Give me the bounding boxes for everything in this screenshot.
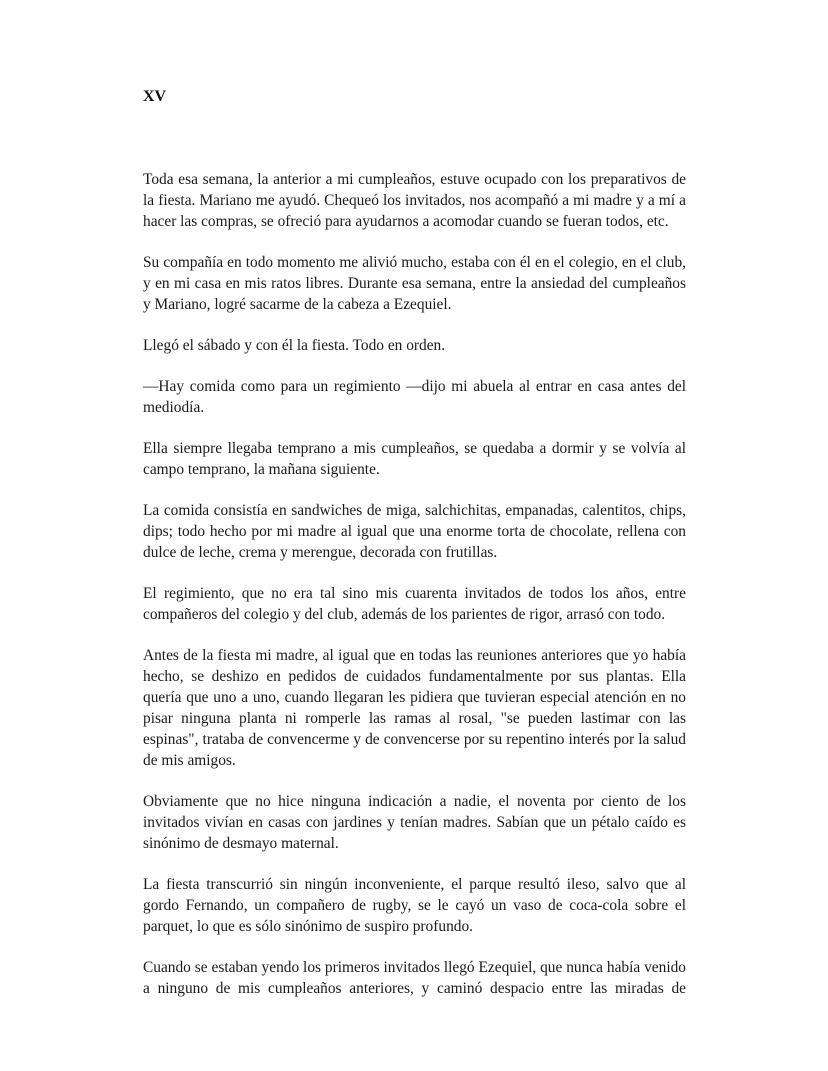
paragraph: Toda esa semana, la anterior a mi cumpleaños, estuve ocupado con los preparativos de la fiesta. Mariano me ayudó. Chequeó los invitados, nos acompañó a mi madre y a mí a hacer las compras, se ofreció para ayudarnos a acomodar cuando se fueran todos, etc. <box>143 171 686 230</box>
paragraph: La comida consistía en sandwiches de miga, salchichitas, empanadas, calentitos, chips, dips; todo hecho por mi madre al igual que una enorme torta de chocolate, rellena con dulce de leche, crema y merengue, decorada con frutillas. <box>143 502 686 561</box>
paragraph: Obviamente que no hice ninguna indicación a nadie, el noventa por ciento de los invitados vivían en casas con jardines y tenían madres. Sabían que un pétalo caído es sinónimo de desmayo maternal. <box>143 793 686 852</box>
paragraph: Su compañía en todo momento me alivió mucho, estaba con él en el colegio, en el club, y en mi casa en mis ratos libres. Durante esa semana, entre la ansiedad del cumpleaños y Mariano, logré sacarme de la cabeza a Ezequiel. <box>143 254 686 313</box>
paragraph: La fiesta transcurrió sin ningún inconveniente, el parque resultó ileso, salvo que al gordo Fernando, un compañero de rugby, se le cayó un vaso de coca-cola sobre el parquet, lo que es sólo sinónimo de suspiro profundo. <box>143 876 686 935</box>
chapter-title: XV <box>143 88 167 105</box>
paragraph: —Hay comida como para un regimiento —dijo mi abuela al entrar en casa antes del mediodía. <box>143 378 686 416</box>
paragraph: Llegó el sábado y con él la fiesta. Todo en orden. <box>143 337 446 354</box>
paragraph-continued: Cuando se estaban yendo los primeros invitados llegó Ezequiel, que nunca había venido a ninguno de mis cumpleaños anteriores, y caminó despacio entre las miradas de <box>143 959 686 997</box>
paragraph: El regimiento, que no era tal sino mis cuarenta invitados de todos los años, entre compañeros del colegio y del club, además de los parientes de rigor, arrasó con todo. <box>143 585 686 623</box>
chapter-body <box>143 169 686 1019</box>
paragraph: Ella siempre llegaba temprano a mis cumpleaños, se quedaba a dormir y se volvía al campo temprano, la mañana siguiente. <box>143 440 686 478</box>
paragraph: Antes de la fiesta mi madre, al igual que en todas las reuniones anteriores que yo había hecho, se deshizo en pedidos de cuidados fundamentalmente por sus plantas. Ella quería que uno a uno, cuando llegaran les pidiera que tuvieran especial atención en no pisar ninguna planta ni romperle las ramas al rosal, "se pueden lastimar con las espinas", trataba de convencerme y de convencerse por su repentino interés por la salud de mis amigos. <box>143 647 686 769</box>
